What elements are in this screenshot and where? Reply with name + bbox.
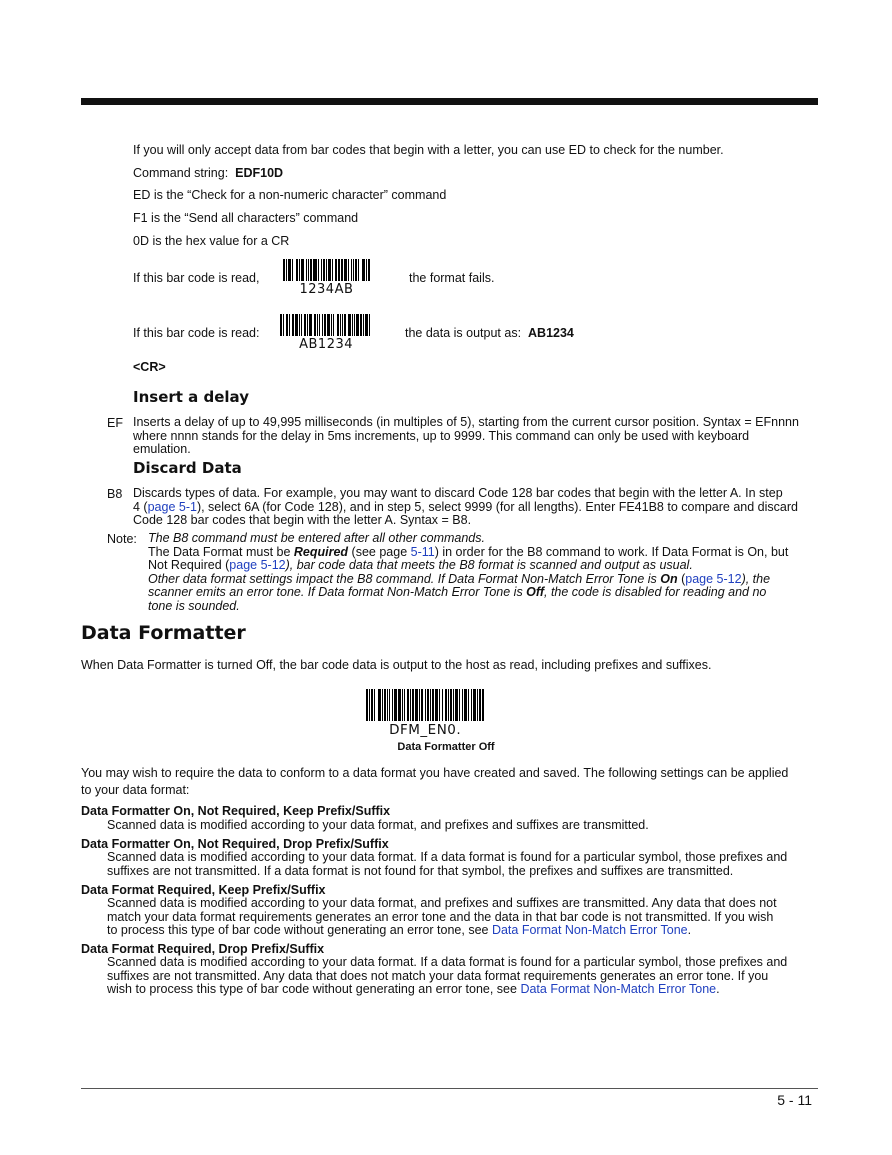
text-span: ), bar code data that meets the B8 format is scanned and output as usual. [285, 558, 693, 572]
barcode-space [370, 314, 372, 336]
text-line: Scanned data is modified according to your data format, and prefixes and suffixes are transmitted. Any data that does not [107, 896, 777, 910]
page-number: 5 - 11 [777, 1092, 812, 1108]
text-span: to process this type of bar code without generating an error tone, see [107, 923, 492, 937]
header-rule [81, 98, 818, 105]
output-value: AB1234 [528, 326, 574, 340]
barcode-text: DFM_EN0. [389, 722, 462, 738]
text-line: Discards types of data. For example, you may want to discard Code 128 bar codes that begin with the letter A. In step [133, 486, 783, 500]
text-span: Required [293, 544, 349, 559]
option-description [107, 956, 787, 997]
text-span: ) in order for the B8 command to work. If Data Format is On, but [434, 544, 789, 559]
text-span: On [660, 571, 678, 586]
text-line [148, 586, 788, 600]
text-span: wish to process this type of bar code without generating an error tone, see [107, 982, 521, 996]
text-line: suffixes are not transmitted. If a data format is not found for that symbol, the prefixes and suffixes are transmitted. [107, 863, 734, 878]
text-line: Code 128 bar codes that begin with the letter A. Syntax = B8. [133, 513, 472, 527]
text-span: ( [677, 571, 686, 586]
discard-data-description [133, 487, 798, 528]
option-title: Data Format Required, Drop Prefix/Suffix [81, 942, 325, 956]
page-link[interactable]: 5-11 [410, 544, 435, 559]
intro-line: If you will only accept data from bar codes that begin with a letter, you can use ED to check for the number. [133, 143, 724, 157]
option-title: Data Formatter On, Not Required, Keep Prefix/Suffix [81, 804, 391, 818]
text-line [148, 559, 788, 573]
text-span: , the code is disabled for reading and no [544, 585, 767, 599]
text-span: (see page [348, 544, 411, 559]
text-span: Other data format settings impact the B8 command. If Data Format Non-Match Error Tone is [148, 571, 661, 586]
text-span: 4 ( [133, 499, 148, 514]
data-format-para-line2: to your data format: [81, 783, 190, 797]
f1-description: F1 is the “Send all characters” command [133, 211, 359, 225]
data-format-para-line1: You may wish to require the data to conform to a data format you have created and saved. The following settings can be applied [81, 766, 789, 780]
text-span: scanner emits an error tone. If Data format Non-Match Error Tone is [148, 585, 527, 599]
text-span: ), select 6A (for Code 128), and in step 5, select 9999 (for all lengths). Enter FE41B8 to compare and discard [196, 499, 798, 514]
barcode-bars [366, 689, 484, 721]
error-tone-link[interactable]: Data Format Non-Match Error Tone [520, 982, 717, 996]
insert-delay-description [133, 416, 799, 457]
barcode-dfm-en0 [366, 689, 484, 738]
option-title: Data Formatter On, Not Required, Drop Prefix/Suffix [81, 837, 389, 851]
example2-prefix: If this bar code is read: [133, 326, 260, 340]
page-link[interactable]: page 5-12 [685, 571, 742, 586]
ed-description: ED is the “Check for a non-numeric character” command [133, 188, 447, 202]
text-line [133, 501, 798, 515]
barcode-bars [280, 314, 372, 336]
barcode-bars [283, 259, 370, 281]
text-span: Off [526, 585, 544, 599]
text-span: ), the [741, 571, 771, 586]
footer-rule [81, 1088, 818, 1089]
error-tone-link[interactable]: Data Format Non-Match Error Tone [491, 923, 688, 937]
page-link[interactable]: page 5-12 [229, 558, 286, 572]
insert-delay-heading: Insert a delay [133, 388, 249, 406]
barcode-text: AB1234 [299, 337, 354, 352]
option-description [107, 897, 777, 938]
text-line [107, 983, 787, 997]
barcode-1234ab [283, 259, 370, 297]
text-span: Not Required ( [148, 558, 230, 572]
cr-output: <CR> [133, 360, 166, 374]
b8-code: B8 [107, 487, 123, 501]
text-span: The Data Format must be [148, 544, 294, 559]
note-body [148, 532, 788, 613]
text-span: . [716, 982, 720, 996]
text-span: . [687, 923, 692, 937]
data-formatter-heading: Data Formatter [81, 622, 246, 644]
ef-code: EF [107, 416, 123, 430]
command-label: Command string: [133, 166, 229, 180]
data-formatter-intro: When Data Formatter is turned Off, the bar code data is output to the host as read, including prefixes and suffixes. [81, 658, 712, 672]
example2-output [405, 326, 574, 340]
example1-suffix: the format fails. [409, 271, 495, 285]
option-description: Scanned data is modified according to your data format, and prefixes and suffixes are transmitted. [107, 818, 649, 832]
barcode-caption: Data Formatter Off [397, 741, 495, 753]
text-line: Scanned data is modified according to your data format. If a data format is found for a particular symbol, those prefixes and [107, 850, 788, 864]
option-title: Data Format Required, Keep Prefix/Suffix [81, 883, 326, 897]
command-string [133, 166, 283, 180]
text-line: The B8 command must be entered after all other commands. [148, 531, 485, 545]
text-line: match your data format requirements generates an error tone and the data in that bar code is not transmitted. If you wish [107, 909, 774, 924]
text-line [148, 573, 788, 587]
text-line: suffixes are not transmitted. Any data that does not match your data format requirements generates an error tone. If you [107, 968, 769, 983]
text-line: Scanned data is modified according to your data format. If a data format is found for a particular symbol, those prefixes and [107, 955, 788, 969]
barcode-ab1234 [280, 314, 372, 352]
text-line: emulation. [133, 442, 191, 456]
text-line [107, 924, 777, 938]
barcode-bar [482, 689, 484, 721]
barcode-text: 1234AB [299, 282, 354, 297]
example2-suffix: the data is output as: [405, 326, 522, 340]
option-description [107, 851, 787, 878]
page-link[interactable]: page 5-1 [147, 499, 197, 514]
cr-description: 0D is the hex value for a CR [133, 234, 290, 248]
example1-prefix: If this bar code is read, [133, 271, 260, 285]
text-line: where nnnn stands for the delay in 5ms increments, up to 9999. This command can only be used with keyboard [133, 428, 750, 443]
note-label: Note: [107, 532, 137, 546]
text-line [148, 546, 788, 560]
text-line: Inserts a delay of up to 49,995 milliseconds (in multiples of 5), starting from the current cursor position. Syntax = EFnnnn [133, 415, 799, 429]
text-line: tone is sounded. [148, 598, 240, 613]
barcode-bar [368, 259, 370, 281]
discard-data-heading: Discard Data [133, 459, 242, 477]
command-value: EDF10D [235, 166, 284, 180]
